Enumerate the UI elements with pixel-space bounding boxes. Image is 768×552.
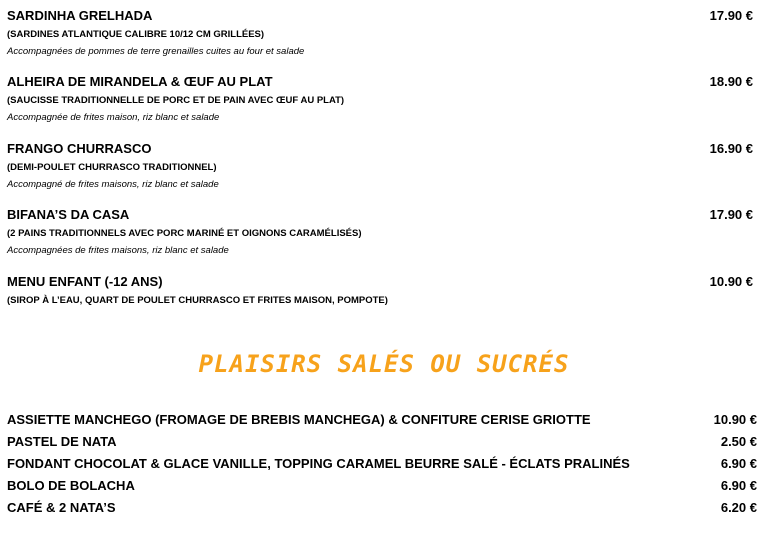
sweet-price: 2.50 €	[720, 434, 757, 449]
dish-price: 17.90 €	[709, 207, 753, 222]
dish-name: MENU ENFANT (-12 ANS)	[7, 274, 163, 289]
dish-price: 16.90 €	[709, 141, 753, 156]
sweet-item	[7, 477, 757, 495]
sweet-item	[7, 455, 757, 473]
sweet-name: PASTEL DE NATA	[7, 434, 117, 449]
dish-price: 10.90 €	[709, 274, 753, 289]
dish-side-note: Accompagné de frites maisons, riz blanc et salade	[7, 179, 219, 190]
dish-side-note: Accompagnées de pommes de terre grenailles cuites au four et salade	[7, 46, 305, 57]
dish-price: 18.90 €	[709, 74, 753, 89]
sweet-name: BOLO DE BOLACHA	[7, 478, 135, 493]
section-title: PLAISIRS SALÉS OU SUCRÉS	[198, 350, 570, 378]
dish-description: (SAUCISSE TRADITIONNELLE DE PORC ET DE PAIN AVEC ŒUF AU PLAT)	[7, 95, 345, 106]
sweet-name: CAFÉ & 2 NATA’S	[7, 500, 116, 515]
sweet-name: FONDANT CHOCOLAT & GLACE VANILLE, TOPPING CARAMEL BEURRE SALÉ - ÉCLATS PRALINÉS	[7, 456, 630, 471]
dish-side-note: Accompagnées de frites maisons, riz blanc et salade	[7, 245, 229, 256]
menu-item	[7, 8, 757, 58]
dish-description: (SARDINES ATLANTIQUE CALIBRE 10/12 CM GRILLÉES)	[7, 29, 265, 40]
sweet-price: 10.90 €	[713, 412, 757, 427]
sweet-price: 6.20 €	[720, 500, 757, 515]
menu-item	[7, 74, 757, 124]
dish-description: (DEMI-POULET CHURRASCO TRADITIONNEL)	[7, 162, 217, 173]
sweet-price: 6.90 €	[720, 456, 757, 471]
dish-price: 17.90 €	[709, 8, 753, 23]
sweet-price: 6.90 €	[720, 478, 757, 493]
dish-name: SARDINHA GRELHADA	[7, 8, 153, 23]
dish-description: (SIROP À L’EAU, QUART DE POULET CHURRASCO ET FRITES MAISON, POMPOTE)	[7, 295, 388, 306]
dish-description: (2 PAINS TRADITIONNELS AVEC PORC MARINÉ ET OIGNONS CARAMÉLISÉS)	[7, 228, 362, 239]
sweet-item	[7, 433, 757, 451]
sweet-name: ASSIETTE MANCHEGO (FROMAGE DE BREBIS MANCHEGA) & CONFITURE CERISE GRIOTTE	[7, 412, 591, 427]
menu-item	[7, 274, 757, 308]
dish-name: FRANGO CHURRASCO	[7, 141, 152, 156]
menu-item	[7, 207, 757, 257]
dish-name: BIFANA’S DA CASA	[7, 207, 130, 222]
dish-side-note: Accompagnée de frites maison, riz blanc et salade	[7, 112, 220, 123]
sweet-item	[7, 411, 757, 429]
menu-item	[7, 141, 757, 191]
sweet-item	[7, 499, 757, 517]
dish-name: ALHEIRA DE MIRANDELA & ŒUF AU PLAT	[7, 74, 273, 89]
